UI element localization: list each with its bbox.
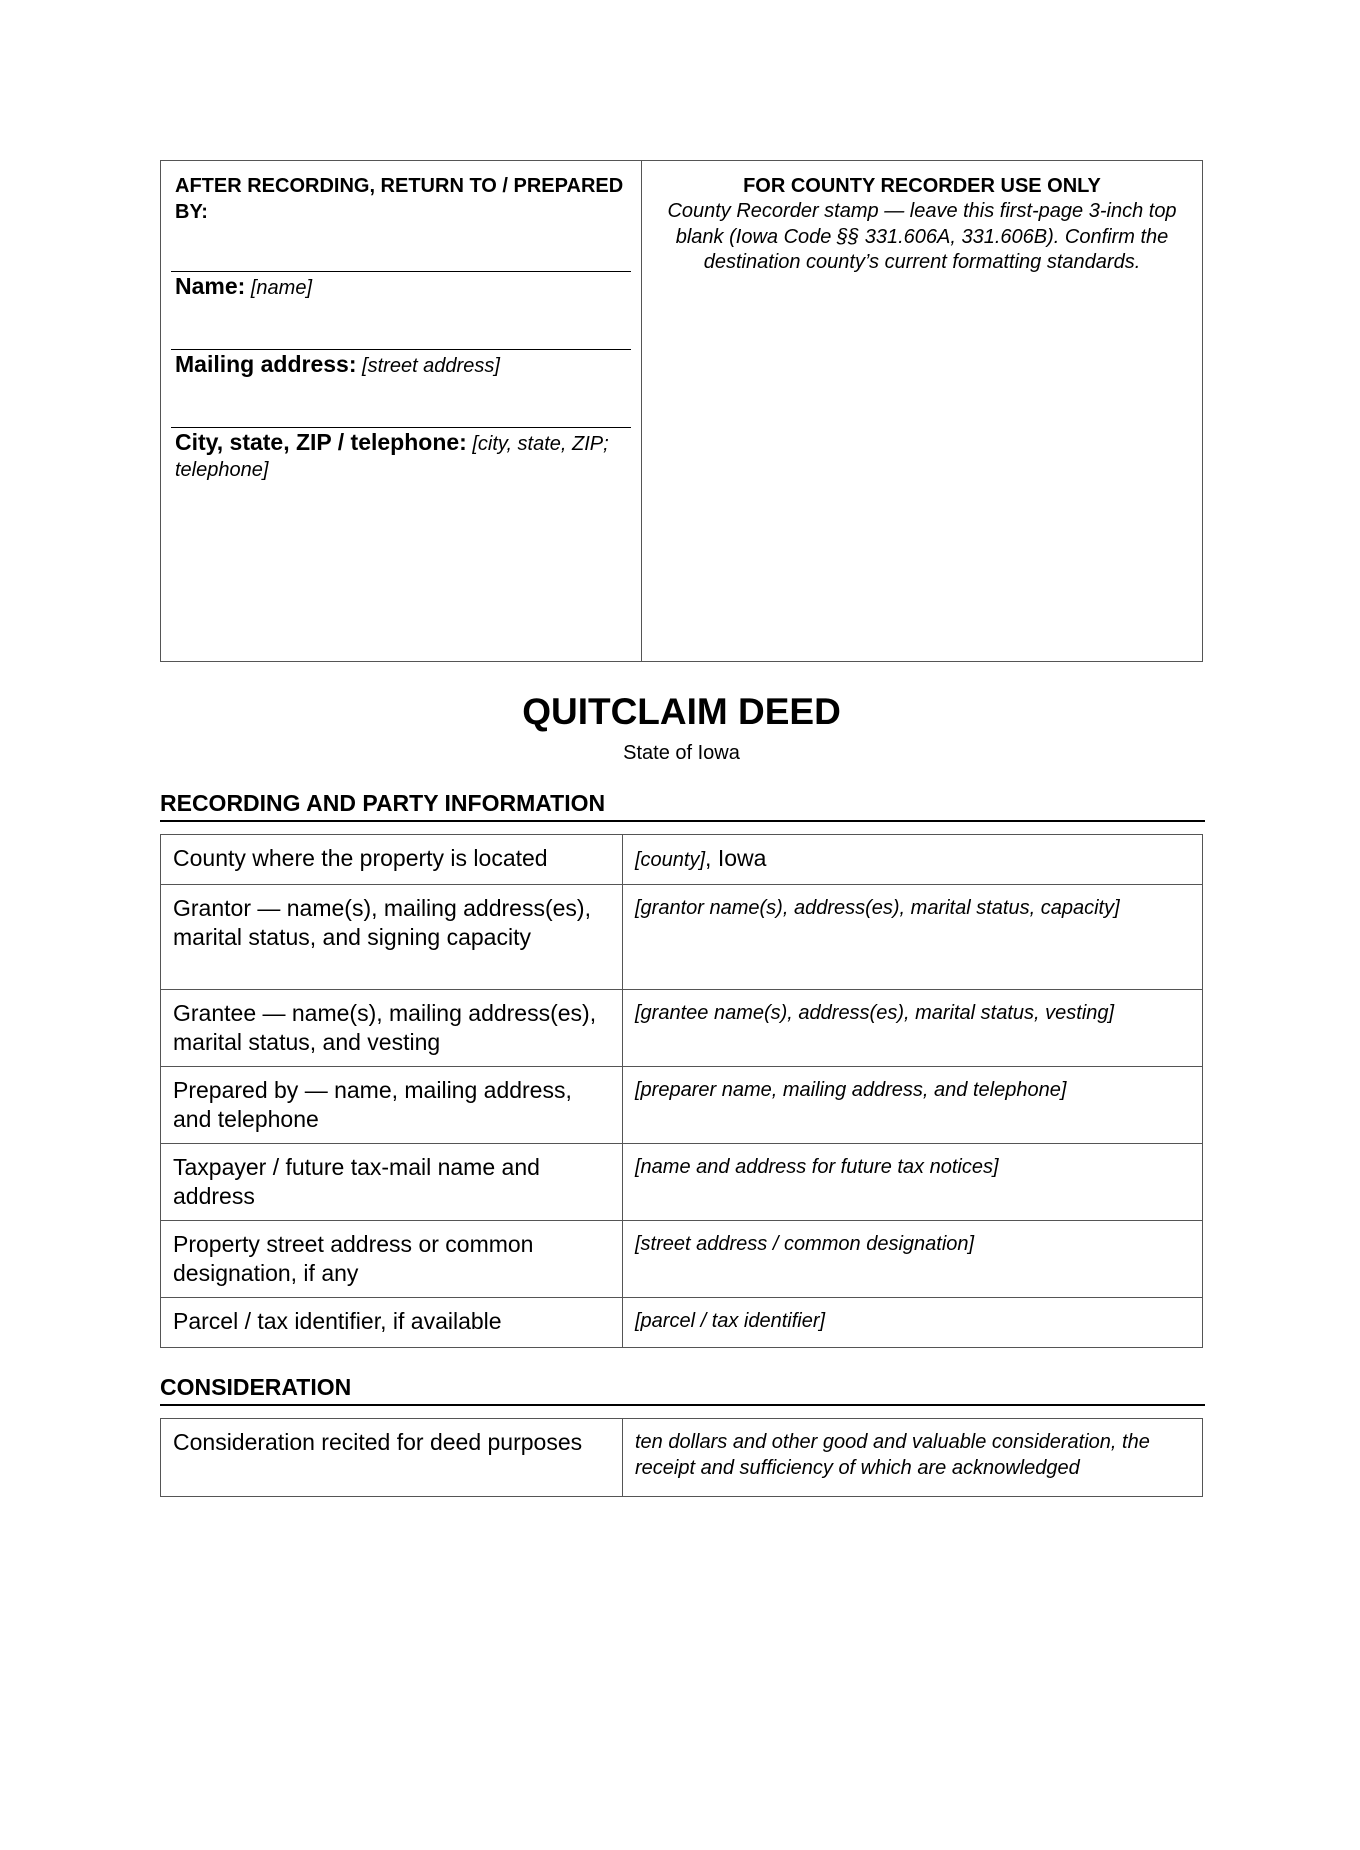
document-subtitle: State of Iowa <box>623 742 740 764</box>
row-value: [preparer name, mailing address, and telephone] <box>623 1067 1203 1144</box>
city-state-line <box>171 427 631 428</box>
table-row <box>161 1419 1203 1497</box>
table-row <box>161 1221 1203 1298</box>
row-value: [street address / common designation] <box>623 1221 1203 1298</box>
return-to-panel <box>161 161 642 661</box>
city-state-value: [city, state, ZIP; telephone] <box>175 433 609 481</box>
row-label: Parcel / tax identifier, if available <box>161 1298 623 1348</box>
county-suffix: , Iowa <box>705 845 767 871</box>
table-row <box>161 835 1203 885</box>
return-to-title: AFTER RECORDING, RETURN TO / PREPARED BY: <box>175 175 624 223</box>
row-value: [grantor name(s), address(es), marital status, capacity] <box>623 885 1203 990</box>
row-value: ten dollars and other good and valuable consideration, the receipt and sufficiency of which are acknowledged <box>623 1419 1203 1497</box>
row-label: Consideration recited for deed purposes <box>161 1419 623 1497</box>
row-value: [parcel / tax identifier] <box>623 1298 1203 1348</box>
table-row <box>161 1067 1203 1144</box>
recorder-use-note: County Recorder stamp — leave this first-page 3-inch top blank (Iowa Code §§ 331.606A, 331.606B). Confirm the destination county’s current formatting standards. <box>667 200 1177 273</box>
row-label: Prepared by — name, mailing address, and telephone <box>161 1067 623 1144</box>
mailing-address-value: [street address] <box>362 355 500 377</box>
name-value: [name] <box>250 277 313 299</box>
document-title: QUITCLAIM DEED <box>522 691 841 732</box>
row-label: Grantor — name(s), mailing address(es), marital status, and signing capacity <box>161 885 623 990</box>
row-value: [grantee name(s), address(es), marital status, vesting] <box>623 990 1203 1067</box>
recording-party-table <box>160 834 1203 1348</box>
consideration-section-heading: CONSIDERATION <box>160 1372 1205 1406</box>
consideration-table <box>160 1418 1203 1497</box>
row-label: Taxpayer / future tax-mail name and address <box>161 1144 623 1221</box>
name-line <box>171 271 631 272</box>
name-field <box>175 273 625 301</box>
city-state-field <box>175 429 625 483</box>
recording-header-box <box>160 160 1203 662</box>
name-label: Name: <box>175 273 246 299</box>
table-row <box>161 1298 1203 1348</box>
table-row <box>161 1144 1203 1221</box>
mailing-address-line <box>171 349 631 350</box>
table-row <box>161 990 1203 1067</box>
city-state-label: City, state, ZIP / telephone: <box>175 429 467 455</box>
row-value: [name and address for future tax notices] <box>623 1144 1203 1221</box>
row-label: Grantee — name(s), mailing address(es), marital status, and vesting <box>161 990 623 1067</box>
recording-section-heading: RECORDING AND PARTY INFORMATION <box>160 788 1205 822</box>
county-placeholder: [county] <box>635 849 706 871</box>
row-label: Property street address or common designation, if any <box>161 1221 623 1298</box>
table-row <box>161 885 1203 990</box>
mailing-address-label: Mailing address: <box>175 351 357 377</box>
row-label: County where the property is located <box>161 835 623 885</box>
mailing-address-field <box>175 351 625 379</box>
recorder-use-panel <box>642 161 1202 661</box>
row-value <box>623 835 1203 885</box>
recorder-use-title: FOR COUNTY RECORDER USE ONLY <box>743 175 1101 197</box>
